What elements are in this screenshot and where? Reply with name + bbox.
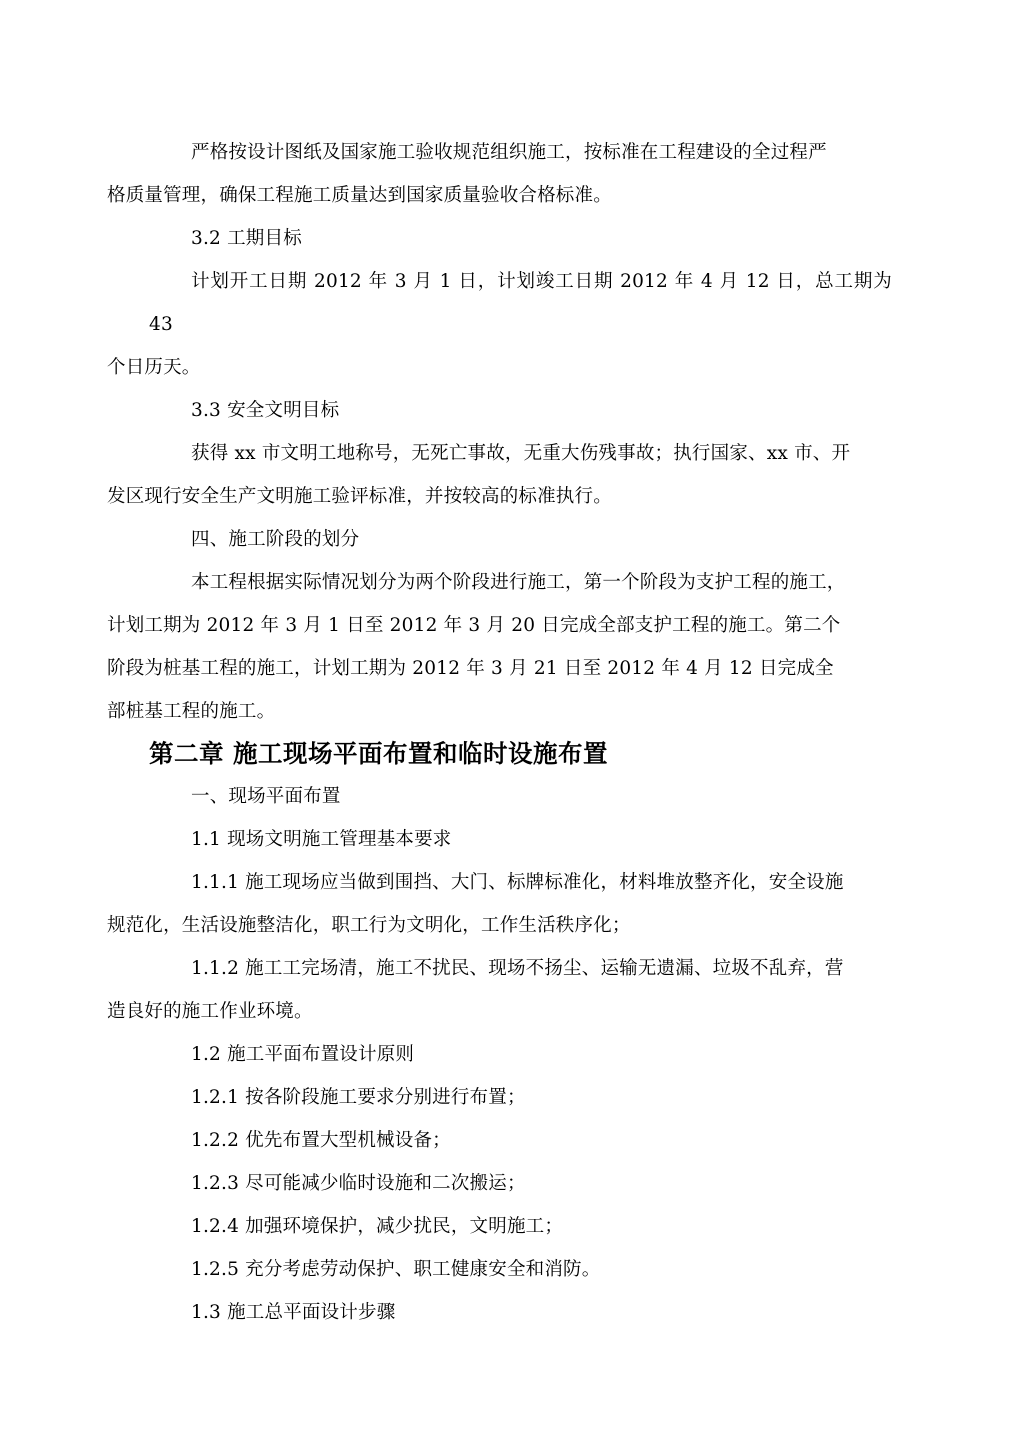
document-body <box>107 131 892 1334</box>
text-line: 造良好的施工作业环境。 <box>107 1001 313 1022</box>
text-line: 1.2.5 充分考虑劳动保护、职工健康安全和消防。 <box>191 1259 601 1280</box>
text-line: 计划开工日期 2012 年 3 月 1 日，计划竣工日期 2012 年 4 月 12 日，总工期为 43 <box>149 271 892 335</box>
text-line: 四、施工阶段的划分 <box>191 529 360 550</box>
section-1-3 <box>149 1291 892 1334</box>
item-1-2-5 <box>149 1248 892 1291</box>
text-line: 部桩基工程的施工。 <box>107 701 276 722</box>
text-line: 规范化，生活设施整洁化，职工行为文明化，工作生活秩序化； <box>107 915 631 936</box>
item-1-2-4 <box>149 1205 892 1248</box>
item-1-2-1 <box>149 1076 892 1119</box>
text-line: 1.2.4 加强环境保护，减少扰民，文明施工； <box>191 1216 564 1237</box>
section-site-layout <box>107 775 892 1334</box>
text-line: 1.2.2 优先布置大型机械设备； <box>191 1130 451 1151</box>
text-line: 1.2.1 按各阶段施工要求分别进行布置； <box>191 1087 526 1108</box>
section-1-2 <box>149 1033 892 1076</box>
text-line: 阶段为桩基工程的施工，计划工期为 2012 年 3 月 21 日至 2012 年 4 月 12 日完成全 <box>107 658 834 679</box>
text-line: 1.2.3 尽可能减少临时设施和二次搬运； <box>191 1173 526 1194</box>
text-line: 格质量管理，确保工程施工质量达到国家质量验收合格标准。 <box>107 185 612 206</box>
item-1-2-3 <box>149 1162 892 1205</box>
safety-goal-text <box>107 432 892 518</box>
text-line: 个日历天。 <box>107 357 201 378</box>
text-line: 3.2 工期目标 <box>191 228 302 249</box>
text-line: 发区现行安全生产文明施工验评标准，并按较高的标准执行。 <box>107 486 612 507</box>
text-line: 获得 xx 市文明工地称号，无死亡事故，无重大伤残事故；执行国家、xx 市、开 <box>191 443 851 464</box>
quality-goal-text <box>107 131 892 217</box>
section-3-3 <box>149 389 892 432</box>
text-line: 严格按设计图纸及国家施工验收规范组织施工，按标准在工程建设的全过程严 <box>191 142 827 163</box>
text-line: 1.3 施工总平面设计步骤 <box>191 1302 396 1323</box>
item-1-2-2 <box>149 1119 892 1162</box>
text-line: 3.3 安全文明目标 <box>191 400 340 421</box>
text-line: 1.1.1 施工现场应当做到围挡、大门、标牌标准化，材料堆放整齐化，安全设施 <box>191 872 844 893</box>
section-goals-and-phases <box>107 131 892 733</box>
text-line: 本工程根据实际情况划分为两个阶段进行施工，第一个阶段为支护工程的施工， <box>191 572 846 593</box>
item-1-1-2 <box>107 947 892 1033</box>
text-line: 一、现场平面布置 <box>191 786 341 807</box>
section-1 <box>149 775 892 818</box>
section-4 <box>149 518 892 561</box>
item-1-1-1 <box>107 861 892 947</box>
text-line: 1.1 现场文明施工管理基本要求 <box>191 829 452 850</box>
chapter-heading: 第二章 施工现场平面布置和临时设施布置 <box>149 739 609 768</box>
text-line: 计划工期为 2012 年 3 月 1 日至 2012 年 3 月 20 日完成全部支护工程的施工。第二个 <box>107 615 841 636</box>
schedule-goal-text <box>107 260 892 389</box>
phase-division-text <box>107 561 892 733</box>
section-3-2 <box>149 217 892 260</box>
text-line: 1.2 施工平面布置设计原则 <box>191 1044 415 1065</box>
text-line: 1.1.2 施工工完场清，施工不扰民、现场不扬尘、运输无遗漏、垃圾不乱弃，营 <box>191 958 844 979</box>
section-1-1 <box>149 818 892 861</box>
